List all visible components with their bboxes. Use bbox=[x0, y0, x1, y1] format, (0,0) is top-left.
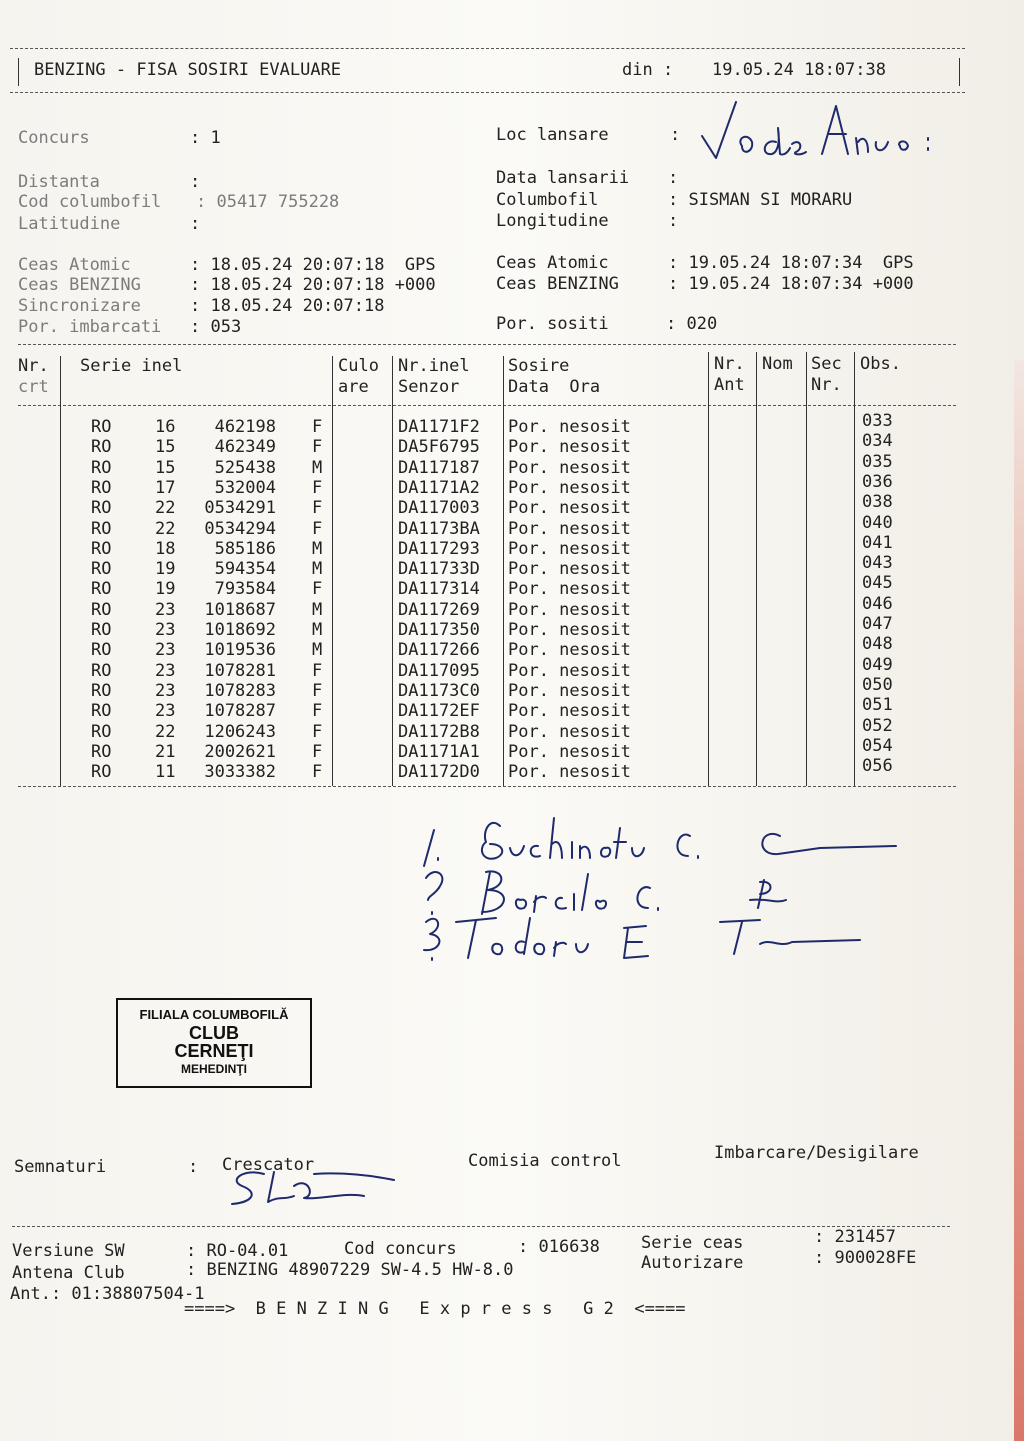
ceas-benzing-value-left: : 18.05.24 20:07:18 +000 bbox=[190, 275, 436, 295]
cell-obs: 045 bbox=[862, 573, 893, 594]
semnaturi-label: Semnaturi bbox=[14, 1157, 107, 1177]
col-serie-header: Serie inel bbox=[80, 356, 183, 376]
col-ant-header-sub: Ant bbox=[714, 375, 745, 395]
cell-country: RO bbox=[91, 498, 112, 519]
cell-year: 15 bbox=[155, 457, 176, 478]
cell-status: Por. nesosit bbox=[508, 620, 631, 640]
columbofil-value: : SISMAN SI MORARU bbox=[668, 190, 853, 210]
sositi-value: : 020 bbox=[666, 314, 718, 334]
table-top-border bbox=[18, 344, 956, 345]
data-lansarii-label: Data lansarii bbox=[496, 168, 630, 188]
antena-label: Antena Club bbox=[12, 1263, 125, 1283]
sincronizare-label: Sincronizare bbox=[18, 296, 141, 316]
columbofil-label: Columbofil bbox=[496, 190, 599, 210]
report-title: BENZING - FISA SOSIRI EVALUARE bbox=[34, 60, 342, 80]
date-label: din : bbox=[622, 60, 674, 80]
col-sec-header-sub: Nr. bbox=[811, 375, 842, 395]
cell-sensor: DA1173C0 bbox=[398, 680, 480, 701]
cell-ring-number: 1018692 bbox=[204, 620, 276, 640]
cell-status: Por. nesosit bbox=[508, 498, 631, 519]
cell-status: Por. nesosit bbox=[508, 518, 631, 539]
col-inel-header: Nr.inel bbox=[398, 356, 470, 376]
cell-obs: 049 bbox=[862, 654, 893, 675]
cell-sensor: DA11733D bbox=[398, 559, 480, 580]
cell-obs: 038 bbox=[862, 492, 893, 513]
cell-year: 11 bbox=[155, 762, 176, 783]
cell-ring-number: 1078281 bbox=[204, 660, 276, 681]
cell-sensor: DA117293 bbox=[398, 538, 480, 559]
cell-sensor: DA1172D0 bbox=[398, 762, 480, 783]
cell-sensor: DA1171F2 bbox=[398, 417, 480, 437]
antena-value: : BENZING 48907229 SW-4.5 HW-8.0 bbox=[186, 1260, 514, 1280]
club-stamp bbox=[116, 998, 312, 1088]
cell-sensor: DA5F6795 bbox=[398, 437, 480, 458]
cell-obs: 041 bbox=[862, 532, 893, 553]
cell-sensor: DA117187 bbox=[398, 457, 480, 478]
ceas-benzing-value-right: : 19.05.24 18:07:34 +000 bbox=[668, 274, 914, 294]
handwritten-line-3 bbox=[420, 908, 880, 968]
cell-sex: F bbox=[312, 701, 323, 722]
imbarcati-label: Por. imbarcati bbox=[18, 317, 162, 337]
cell-year: 16 bbox=[155, 417, 176, 437]
col-culoare-header-sub: are bbox=[338, 377, 369, 397]
cell-obs: 040 bbox=[862, 512, 893, 533]
col-sec-header: Sec bbox=[811, 354, 842, 374]
cell-sensor: DA117269 bbox=[398, 599, 480, 620]
ceas-atomic-label-left: Ceas Atomic bbox=[18, 255, 131, 275]
imbarcati-value: : 053 bbox=[190, 317, 242, 337]
cell-sex: F bbox=[312, 680, 323, 701]
cell-ring-number: 0534291 bbox=[204, 498, 276, 519]
cell-ring-number: 0534294 bbox=[204, 518, 276, 539]
cell-sex: M bbox=[312, 640, 323, 661]
cell-sensor: DA1172B8 bbox=[398, 721, 480, 742]
cell-sex: F bbox=[312, 660, 323, 681]
cell-ring-number: 1078287 bbox=[204, 701, 276, 722]
cell-ring-number: 1206243 bbox=[204, 721, 276, 742]
cell-ring-number: 532004 bbox=[214, 477, 276, 498]
cell-ring-number: 594354 bbox=[214, 559, 276, 580]
cell-year: 15 bbox=[155, 437, 176, 458]
cell-sensor: DA117003 bbox=[398, 498, 480, 519]
cell-status: Por. nesosit bbox=[508, 701, 631, 722]
handwritten-line-1 bbox=[420, 808, 920, 868]
cell-country: RO bbox=[91, 762, 112, 783]
cell-sex: F bbox=[312, 721, 323, 742]
cell-ring-number: 1019536 bbox=[204, 640, 276, 661]
cell-status: Por. nesosit bbox=[508, 579, 631, 600]
col-nr-header: Nr. bbox=[18, 356, 49, 376]
cell-sensor: DA1171A2 bbox=[398, 477, 480, 498]
comisia-label: Comisia control bbox=[468, 1151, 622, 1171]
cell-status: Por. nesosit bbox=[508, 762, 631, 783]
cell-year: 23 bbox=[155, 660, 176, 681]
col-inel-header-sub: Senzor bbox=[398, 377, 460, 397]
cell-sex: F bbox=[312, 762, 323, 783]
benzing-express-banner: ====> B E N Z I N G E x p r e s s G 2 <==== bbox=[184, 1299, 686, 1319]
cell-obs: 050 bbox=[862, 674, 893, 695]
cell-country: RO bbox=[91, 680, 112, 701]
cell-obs: 043 bbox=[862, 553, 893, 574]
cell-status: Por. nesosit bbox=[508, 559, 631, 580]
semnaturi-colon: : bbox=[188, 1157, 199, 1177]
cell-status: Por. nesosit bbox=[508, 437, 631, 458]
cell-sensor: DA1173BA bbox=[398, 518, 480, 539]
cell-status: Por. nesosit bbox=[508, 457, 631, 478]
stamp-line-4: MEHEDINŢI bbox=[181, 1062, 247, 1076]
cell-sex: M bbox=[312, 559, 323, 580]
cell-obs: 033 bbox=[862, 411, 893, 431]
cell-sex: M bbox=[312, 538, 323, 559]
header-bottom-border bbox=[10, 92, 965, 93]
cell-status: Por. nesosit bbox=[508, 417, 631, 437]
cell-obs: 047 bbox=[862, 614, 893, 634]
stamp-line-3: CERNEŢI bbox=[174, 1041, 254, 1061]
header-left-border bbox=[18, 58, 19, 86]
cell-sensor: DA117095 bbox=[398, 660, 480, 681]
cell-ring-number: 585186 bbox=[214, 538, 276, 559]
concurs-value: : 1 bbox=[190, 128, 221, 148]
loc-lansare-label: Loc lansare bbox=[496, 125, 609, 145]
cell-status: Por. nesosit bbox=[508, 660, 631, 681]
cell-obs: 052 bbox=[862, 715, 893, 736]
cell-sex: M bbox=[312, 620, 323, 640]
cell-sex: F bbox=[312, 518, 323, 539]
versiune-value: : RO-04.01 bbox=[186, 1241, 289, 1261]
cell-sensor: DA117314 bbox=[398, 579, 480, 600]
cell-sex: F bbox=[312, 417, 323, 437]
cell-obs: 036 bbox=[862, 471, 893, 492]
cell-country: RO bbox=[91, 620, 112, 640]
cell-obs: 054 bbox=[862, 735, 893, 756]
serie-ceas-label: Serie ceas bbox=[641, 1233, 744, 1253]
cell-country: RO bbox=[91, 660, 112, 681]
col-obs-header: Obs. bbox=[860, 354, 901, 374]
sositi-label: Por. sositi bbox=[496, 314, 609, 334]
cell-country: RO bbox=[91, 559, 112, 580]
cell-sex: M bbox=[312, 599, 323, 620]
longitudine-value: : bbox=[668, 211, 679, 231]
cell-year: 22 bbox=[155, 721, 176, 742]
antenna-id: Ant.: 01:38807504-1 bbox=[10, 1284, 205, 1304]
cell-status: Por. nesosit bbox=[508, 640, 631, 661]
imbarcare-label: Imbarcare/Desigilare bbox=[714, 1143, 919, 1163]
cell-obs: 056 bbox=[862, 756, 893, 777]
cell-year: 23 bbox=[155, 701, 176, 722]
longitudine-label: Longitudine bbox=[496, 211, 609, 231]
cod-concurs-value: : 016638 bbox=[518, 1237, 600, 1257]
cell-country: RO bbox=[91, 518, 112, 539]
col-sosire-header: Sosire bbox=[508, 356, 570, 376]
latitudine-value: : bbox=[190, 214, 201, 234]
cell-ring-number: 1018687 bbox=[204, 599, 276, 620]
crescator-signature bbox=[224, 1166, 404, 1210]
cell-ring-number: 462349 bbox=[214, 437, 276, 458]
cell-year: 18 bbox=[155, 538, 176, 559]
data-lansarii-value: : bbox=[668, 168, 679, 188]
col-nr-header-sub: crt bbox=[18, 377, 49, 397]
table-row bbox=[0, 756, 1024, 783]
cell-sex: F bbox=[312, 741, 323, 762]
cell-status: Por. nesosit bbox=[508, 599, 631, 620]
cell-country: RO bbox=[91, 721, 112, 742]
cell-sensor: DA1172EF bbox=[398, 701, 480, 722]
autorizare-label: Autorizare bbox=[641, 1253, 744, 1273]
cell-sex: F bbox=[312, 498, 323, 519]
col-sosire-header-sub: Data Ora bbox=[508, 377, 601, 397]
col-nom-header: Nom bbox=[762, 354, 793, 374]
distanta-label: Distanta bbox=[18, 172, 100, 192]
cod-concurs-label: Cod concurs bbox=[344, 1239, 457, 1259]
header-top-border bbox=[10, 48, 965, 49]
cod-columbofil-value: : 05417 755228 bbox=[196, 192, 340, 212]
cell-country: RO bbox=[91, 538, 112, 559]
cell-status: Por. nesosit bbox=[508, 741, 631, 762]
cell-obs: 046 bbox=[862, 593, 893, 614]
cell-sensor: DA1171A1 bbox=[398, 741, 480, 762]
loc-lansare-colon: : bbox=[670, 125, 681, 145]
cell-status: Por. nesosit bbox=[508, 477, 631, 498]
cell-country: RO bbox=[91, 477, 112, 498]
cell-year: 19 bbox=[155, 579, 176, 600]
cell-year: 17 bbox=[155, 477, 176, 498]
concurs-label: Concurs bbox=[18, 128, 90, 148]
stamp-line-1: FILIALA COLUMBOFILĂ bbox=[139, 1007, 289, 1022]
cell-country: RO bbox=[91, 701, 112, 722]
versiune-label: Versiune SW bbox=[12, 1241, 125, 1261]
latitudine-label: Latitudine bbox=[18, 214, 121, 234]
ceas-atomic-value-right: : 19.05.24 18:07:34 GPS bbox=[668, 253, 914, 273]
cell-year: 21 bbox=[155, 741, 176, 762]
cell-obs: 051 bbox=[862, 695, 893, 716]
cell-ring-number: 2002621 bbox=[204, 741, 276, 762]
cell-year: 19 bbox=[155, 559, 176, 580]
table-bottom-border bbox=[18, 786, 956, 787]
cell-year: 22 bbox=[155, 518, 176, 539]
cell-country: RO bbox=[91, 640, 112, 661]
ceas-benzing-label-left: Ceas BENZING bbox=[18, 275, 141, 295]
cell-country: RO bbox=[91, 741, 112, 762]
ceas-atomic-value-left: : 18.05.24 20:07:18 GPS bbox=[190, 255, 436, 275]
cell-country: RO bbox=[91, 457, 112, 478]
cell-obs: 034 bbox=[862, 431, 893, 452]
header-right-border bbox=[959, 58, 960, 86]
cell-year: 23 bbox=[155, 620, 176, 640]
serie-ceas-value: : 231457 bbox=[814, 1227, 896, 1247]
cell-sex: F bbox=[312, 437, 323, 458]
cell-ring-number: 793584 bbox=[214, 579, 276, 600]
cell-sex: M bbox=[312, 457, 323, 478]
cell-status: Por. nesosit bbox=[508, 680, 631, 701]
footer-top-border bbox=[12, 1226, 950, 1227]
sincronizare-value: : 18.05.24 20:07:18 bbox=[190, 296, 385, 316]
print-datetime: 19.05.24 18:07:38 bbox=[712, 60, 886, 80]
cell-year: 23 bbox=[155, 640, 176, 661]
stamp-line-2: CLUB bbox=[189, 1023, 239, 1043]
col-culoare-header: Culo bbox=[338, 356, 379, 376]
cell-ring-number: 525438 bbox=[214, 457, 276, 478]
cell-country: RO bbox=[91, 417, 112, 437]
cell-country: RO bbox=[91, 437, 112, 458]
distanta-value: : bbox=[190, 172, 201, 192]
cell-sensor: DA117266 bbox=[398, 640, 480, 661]
cod-columbofil-label: Cod columbofil bbox=[18, 192, 162, 212]
ceas-benzing-label-right: Ceas BENZING bbox=[496, 274, 619, 294]
cell-status: Por. nesosit bbox=[508, 538, 631, 559]
cell-obs: 035 bbox=[862, 451, 893, 472]
autorizare-value: : 900028FE bbox=[814, 1248, 917, 1268]
cell-sex: F bbox=[312, 477, 323, 498]
cell-year: 23 bbox=[155, 599, 176, 620]
cell-ring-number: 1078283 bbox=[204, 680, 276, 701]
cell-sex: F bbox=[312, 579, 323, 600]
col-ant-header: Nr. bbox=[714, 354, 745, 374]
cell-ring-number: 3033382 bbox=[204, 762, 276, 783]
cell-obs: 048 bbox=[862, 634, 893, 655]
cell-year: 22 bbox=[155, 498, 176, 519]
cell-country: RO bbox=[91, 579, 112, 600]
cell-sensor: DA117350 bbox=[398, 620, 480, 640]
cell-year: 23 bbox=[155, 680, 176, 701]
cell-country: RO bbox=[91, 599, 112, 620]
crescator-label: Crescator bbox=[222, 1155, 315, 1175]
loc-lansare-handwritten bbox=[696, 98, 956, 170]
table-header-divider bbox=[18, 405, 956, 406]
ceas-atomic-label-right: Ceas Atomic bbox=[496, 253, 609, 273]
cell-status: Por. nesosit bbox=[508, 721, 631, 742]
cell-ring-number: 462198 bbox=[214, 417, 276, 437]
